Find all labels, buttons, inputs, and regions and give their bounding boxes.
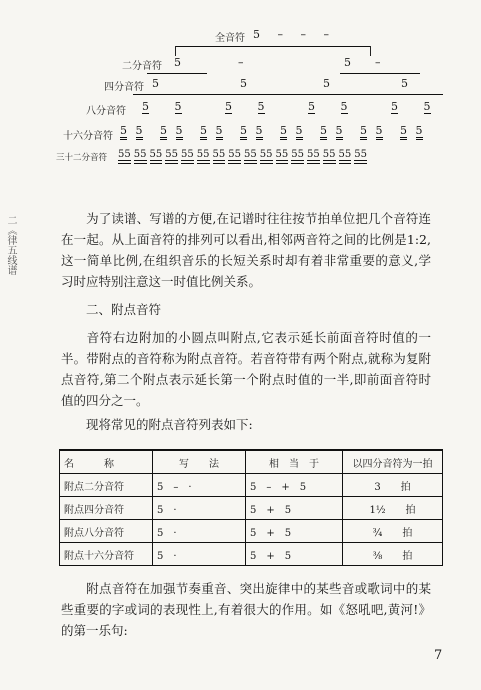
note: 5 [240, 124, 247, 140]
note: 5 [282, 149, 288, 164]
dash: – [375, 56, 381, 69]
cell-equivalent: 5 – + 5 [246, 474, 343, 497]
note: 5 [203, 149, 209, 164]
note: 5 [136, 124, 143, 140]
note: 5 [174, 56, 181, 69]
paragraph-text: 附点音符在加强节奏重音、突出旋律中的某些音或歌词中的某些重要的字或词的表现性上,有着很大的作用。如《怒吼吧,黄河!》的第一乐句: [61, 581, 431, 638]
cell-beats: 1½ 拍 [343, 497, 443, 520]
note: 5 [257, 100, 265, 113]
note: 5 [253, 28, 260, 41]
row-sixteenth-notes [120, 124, 423, 137]
label-quarter-note: 四分音符 [104, 82, 144, 93]
note: 5 [344, 56, 351, 69]
note: 5 [276, 149, 282, 164]
header-writing: 写 法 [153, 450, 246, 474]
row-whole-note [253, 28, 329, 41]
cell-writing: 5 · [153, 543, 246, 566]
note: 5 [235, 149, 241, 164]
note: 5 [216, 124, 223, 140]
note: 5 [174, 100, 182, 113]
note: 5 [298, 149, 304, 164]
cell-writing: 5 · [153, 520, 246, 543]
row-thirty-second-notes [118, 149, 367, 160]
note: 5 [320, 124, 327, 140]
note: 5 [307, 149, 313, 164]
cell-writing: 5 – · [153, 474, 246, 497]
label-thirty-second-note: 三十二分音符 [56, 153, 108, 163]
dotted-notes-table [59, 449, 443, 566]
note: 5 [400, 124, 407, 140]
cell-name: 附点二分音符 [60, 474, 153, 497]
cell-writing: 5 · [153, 497, 246, 520]
note: 5 [376, 124, 383, 140]
note: 5 [354, 149, 360, 164]
bracket-line [147, 73, 207, 74]
note: 5 [256, 124, 263, 140]
note: 5 [228, 149, 234, 164]
bracket-line [133, 94, 443, 95]
paragraph-text: 音符右边附加的小圆点叫附点,它表示延长前面音符时值的一半。带附点的音符称为附点音符。若音符带有两个附点,就称为复附点音符,第二个附点表示延长第一个附点时值的一半,即前面音符时值的四分之一。 [61, 330, 431, 408]
note: 5 [266, 149, 272, 164]
note: 5 [323, 149, 329, 164]
note: 5 [260, 149, 266, 164]
note: 5 [345, 149, 351, 164]
bracket-tick [370, 46, 371, 56]
table-row [60, 497, 443, 520]
note: 5 [296, 124, 303, 140]
dash: – [300, 28, 306, 41]
note: 5 [172, 149, 178, 164]
page-number: 7 [434, 648, 443, 663]
row-eighth-notes [142, 100, 431, 113]
bracket-line [175, 46, 371, 47]
cell-equivalent: 5 + 5 [246, 497, 343, 520]
note: 5 [120, 124, 127, 140]
paragraph-dotted-notes [61, 327, 431, 411]
cell-beats: 3 拍 [343, 474, 443, 497]
note: 5 [339, 149, 345, 164]
note: 5 [336, 124, 343, 140]
label-whole-note: 全音符 [215, 33, 245, 44]
cell-equivalent: 5 + 5 [246, 543, 343, 566]
note: 5 [360, 124, 367, 140]
cell-beats: ¾ 拍 [343, 520, 443, 543]
note: 5 [156, 149, 162, 164]
table-row [60, 520, 443, 543]
note: 5 [340, 100, 348, 113]
note: 5 [250, 149, 256, 164]
dash: – [277, 28, 283, 41]
note: 5 [329, 149, 335, 164]
label-sixteenth-note: 十六分音符 [63, 131, 113, 142]
note: 5 [197, 149, 203, 164]
note: 5 [240, 77, 247, 90]
note: 5 [150, 149, 156, 164]
note: 5 [140, 149, 146, 164]
note: 5 [423, 100, 431, 113]
note: 5 [225, 100, 232, 113]
header-beats: 以四分音符为一拍 [343, 450, 443, 474]
cell-name: 附点四分音符 [60, 497, 153, 520]
note: 5 [213, 149, 219, 164]
label-eighth-note: 八分音符 [86, 106, 126, 117]
note: 5 [134, 149, 140, 164]
note: 5 [181, 149, 187, 164]
note: 5 [200, 124, 207, 140]
note: 5 [308, 100, 315, 113]
note: 5 [416, 124, 423, 140]
paragraph-text: 现将常见的附点音符列表如下: [86, 417, 253, 432]
note: 5 [176, 124, 183, 140]
note: 5 [244, 149, 250, 164]
header-name: 名 称 [60, 450, 153, 474]
note: 5 [187, 149, 193, 164]
bracket-line [340, 73, 420, 74]
label-half-note: 二分音符 [122, 61, 162, 72]
note: 5 [280, 124, 287, 140]
dash: – [323, 28, 329, 41]
note: 5 [118, 149, 124, 164]
dash: – [238, 56, 244, 69]
note: 5 [401, 77, 408, 90]
note: 5 [361, 149, 367, 164]
cell-beats: ⅜ 拍 [343, 543, 443, 566]
note: 5 [391, 100, 398, 113]
table-row [60, 474, 443, 497]
cell-equivalent: 5 + 5 [246, 520, 343, 543]
table-row [60, 543, 443, 566]
bracket-tick [175, 46, 176, 56]
table-header-row [60, 450, 443, 474]
paragraph-dotted-usage [61, 578, 431, 641]
note: 5 [160, 124, 167, 140]
note: 5 [142, 100, 149, 113]
cell-name: 附点八分音符 [60, 520, 153, 543]
note: 5 [165, 149, 171, 164]
note: 5 [152, 77, 159, 90]
note: 5 [124, 149, 130, 164]
cell-name: 附点十六分音符 [60, 543, 153, 566]
note: 5 [323, 77, 330, 90]
note: 5 [219, 149, 225, 164]
note: 5 [291, 149, 297, 164]
paragraph-text: 为了读谱、写谱的方便,在记谱时往往按节拍单位把几个音符连在一起。从上面音符的排列可以看出,相邻两音符之间的比例是1:2,这一简单比例,在组织音乐的长短关系时却有着非常重要的意义,学习时应特别注意这一时值比例关系。 [61, 211, 431, 289]
paragraph-table-intro [61, 414, 431, 435]
header-equivalent: 相 当 于 [246, 450, 343, 474]
margin-running-title: 二《律五线谱 [5, 215, 16, 275]
section-heading-dotted-notes: 二、附点音符 [86, 302, 162, 317]
paragraph-note-ratio [61, 208, 431, 292]
note: 5 [313, 149, 319, 164]
